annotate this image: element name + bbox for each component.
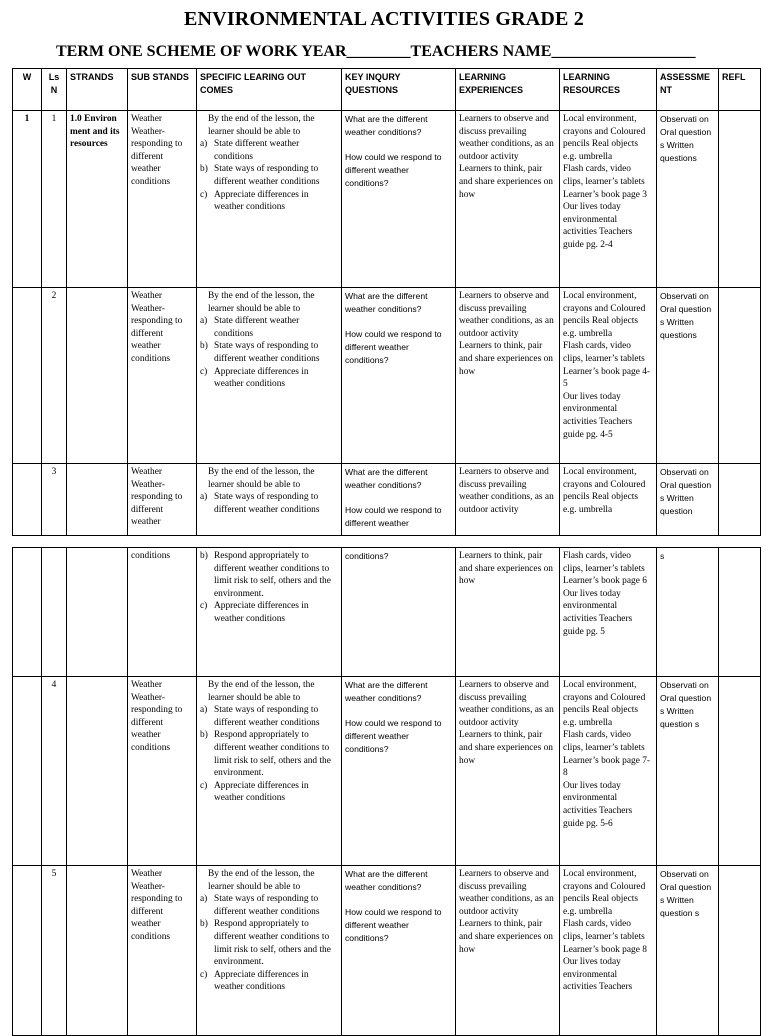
outcomes-cell: By the end of the lesson, the learner should be able to a) State ways of responding to different weather conditions b) Respond appropriately to different weather conditions to limit risk to self, others and the environment. c) Appreciate differences in weather conditions <box>197 866 342 1036</box>
experiences-cell: Learners to observe and discuss prevailing weather conditions, as an outdoor activity Learners to think, pair and share experiences on how <box>456 866 560 1036</box>
experiences-cell: Learners to observe and discuss prevailing weather conditions, as an outdoor activity Learners to think, pair and share experiences on how <box>456 677 560 866</box>
assessment-cell: Observati on Oral question s Written question s <box>657 866 719 1036</box>
outcomes-cell: By the end of the lesson, the learner should be able to a) State ways of responding to different weather conditions <box>197 464 342 536</box>
experiences-cell: Learners to observe and discuss prevailing weather conditions, as an outdoor activity <box>456 464 560 536</box>
outcome-item: a) State different weather conditions <box>200 139 300 162</box>
table-header-row <box>13 69 761 111</box>
sub-strand-title: Weather <box>131 114 162 124</box>
header-sub-strands: SUB STANDS <box>128 69 197 111</box>
outcome-item: a) State ways of responding to different weather conditions <box>200 894 320 917</box>
table-row-continued <box>13 548 761 677</box>
outcomes-cell: By the end of the lesson, the learner should be able to a) State different weather conditions b) State ways of responding to different weather conditions c) Appreciate differences in weather conditions <box>197 288 342 464</box>
table-row <box>13 288 761 464</box>
resources-cell: Local environment, crayons and Coloured pencils Real objects e.g. umbrella Flash cards, video clips, learner’s tablets Learner’s book page 3 Our lives today environmental activities Teachers guide pg. 2-4 <box>560 111 657 288</box>
strand-cell <box>67 288 128 464</box>
scheme-table-part-2 <box>12 547 761 1036</box>
outcome-item: c) Appreciate differences in weather conditions <box>200 969 309 993</box>
inquiry-question: How could we respond to different weather conditions? <box>345 151 442 188</box>
reflection-cell <box>719 288 761 464</box>
header-experiences: LEARNING EXPERIENCES <box>456 69 560 111</box>
lesson-cell: 5 <box>42 866 67 1036</box>
table-row <box>13 866 761 1036</box>
inquiry-cell: What are the different weather conditions? How could we respond to different weather conditions? <box>342 866 456 1036</box>
inquiry-cell: What are the different weather conditions? How could we respond to different weather conditions? <box>342 288 456 464</box>
sub-strand-cell: Weather Weather- responding to different weather conditions <box>128 288 197 464</box>
resources-cell: Flash cards, video clips, learner’s tablets Learner’s book page 6 Our lives today environmental activities Teachers guide pg. 5 <box>560 548 657 677</box>
week-cell <box>13 464 42 536</box>
inquiry-cell: What are the different weather conditions? How could we respond to different weather conditions? <box>342 677 456 866</box>
header-resources: LEARNING RESOURCES <box>560 69 657 111</box>
reflection-cell <box>719 866 761 1036</box>
sub-strand-cell: conditions <box>128 548 197 677</box>
sub-strand-cell: Weather Weather- responding to different weather conditions <box>128 677 197 866</box>
table-row <box>13 677 761 866</box>
outcomes-cell <box>197 548 342 677</box>
resources-cell: Local environment, crayons and Coloured pencils Real objects e.g. umbrella Flash cards, video clips, learner’s tablets Learner’s book page 7-8 Our lives today environmental activities Teachers guide pg. 5-6 <box>560 677 657 866</box>
header-outcomes: SPECIFIC LEARING OUT COMES <box>197 69 342 111</box>
week-cell <box>13 866 42 1036</box>
experience-text: Learners to think, pair and share experiences on how <box>459 164 553 200</box>
lesson-cell: 1 <box>42 111 67 288</box>
strand-cell <box>67 677 128 866</box>
outcome-item: c) Appreciate differences in weather conditions <box>200 601 309 624</box>
experiences-cell <box>456 111 560 288</box>
header-strands: STRANDS <box>67 69 128 111</box>
assessment-cell: Observati on Oral question s Written question <box>657 464 719 536</box>
outcomes-intro: By the end of the lesson, the learner should be able to <box>208 114 315 137</box>
sub-strand-cell: Weather Weather- responding to different weather conditions <box>128 866 197 1036</box>
resources-cell: Local environment, crayons and Coloured pencils Real objects e.g. umbrella Flash cards, video clips, learner’s tablets Learner’s book page 8 Our lives today environmental activities Teachers <box>560 866 657 1036</box>
week-cell <box>13 677 42 866</box>
page-title: ENVIRONMENTAL ACTIVITIES GRADE 2 <box>184 8 584 30</box>
strand-cell: 1.0 Environ ment and its resources <box>67 111 128 288</box>
header-lesson: Ls N <box>42 69 67 111</box>
outcome-item: b) State ways of responding to different weather conditions <box>200 164 320 187</box>
reflection-cell <box>719 677 761 866</box>
strand-cell <box>67 866 128 1036</box>
assessment-cell: Observati on Oral question s Written questions <box>657 111 719 288</box>
outcome-item: a) State ways of responding to different weather conditions <box>200 492 320 515</box>
outcome-item: c) Appreciate differences in weather conditions <box>200 780 309 804</box>
assessment-cell: s <box>657 548 719 677</box>
sub-strand-cell: Weather Weather- responding to different weather <box>128 464 197 536</box>
assessment-cell: Observati on Oral question s Written questions <box>657 288 719 464</box>
outcomes-cell <box>197 111 342 288</box>
outcome-item: b) Respond appropriately to different weather conditions to limit risk to self, others and the environment. <box>200 551 331 599</box>
lesson-cell: 4 <box>42 677 67 866</box>
page-subtitle: TERM ONE SCHEME OF WORK YEAR________TEACHERS NAME__________________ <box>56 43 696 60</box>
outcome-item: b) Respond appropriately to different weather conditions to limit risk to self, others and the environment. <box>200 730 331 779</box>
resources-cell: Local environment, crayons and Coloured pencils Real objects e.g. umbrella <box>560 464 657 536</box>
reflection-cell <box>719 464 761 536</box>
table-row <box>13 464 761 536</box>
outcome-item: a) State different weather conditions <box>200 316 300 339</box>
reflection-cell <box>719 111 761 288</box>
header-week: W <box>13 69 42 111</box>
strand-cell <box>67 464 128 536</box>
experiences-cell: Learners to think, pair and share experiences on how <box>456 548 560 677</box>
outcome-item: c) Appreciate differences in weather conditions <box>200 189 309 213</box>
sub-strand-text: Weather- responding to different weather conditions <box>131 126 183 187</box>
sub-strand-cell <box>128 111 197 288</box>
outcome-item: c) Appreciate differences in weather conditions <box>200 366 309 390</box>
week-cell <box>13 288 42 464</box>
resources-cell: Local environment, crayons and Coloured pencils Real objects e.g. umbrella Flash cards, video clips, learner’s tablets Learner’s book page 4-5 Our lives today environmental activities Teachers guide pg. 4-5 <box>560 288 657 464</box>
inquiry-cell: conditions? <box>342 548 456 677</box>
lesson-cell: 3 <box>42 464 67 536</box>
scheme-table-part-1 <box>12 68 761 536</box>
inquiry-cell <box>342 111 456 288</box>
inquiry-cell: What are the different weather conditions? How could we respond to different weather <box>342 464 456 536</box>
lesson-cell: 2 <box>42 288 67 464</box>
outcome-item: b) State ways of responding to different weather conditions <box>200 341 320 364</box>
outcome-item: b) Respond appropriately to different weather conditions to limit risk to self, others and the environment. <box>200 919 331 968</box>
table-row <box>13 111 761 288</box>
experience-text: Learners to observe and discuss prevailing weather conditions, as an outdoor activity <box>459 114 554 162</box>
header-assessment: ASSESSME NT <box>657 69 719 111</box>
inquiry-question: What are the different weather conditions? <box>345 114 428 137</box>
outcome-item: a) State ways of responding to different weather conditions <box>200 705 320 728</box>
header-reflection: REFL <box>719 69 761 111</box>
assessment-cell: Observati on Oral question s Written question s <box>657 677 719 866</box>
week-cell: 1 <box>13 111 42 288</box>
experiences-cell: Learners to observe and discuss prevailing weather conditions, as an outdoor activity Learners to think, pair and share experiences on how <box>456 288 560 464</box>
reflection-cell <box>719 548 761 677</box>
outcomes-cell: By the end of the lesson, the learner should be able to a) State ways of responding to different weather conditions b) Respond appropriately to different weather conditions to limit risk to self, others and the environment. c) Appreciate differences in weather conditions <box>197 677 342 866</box>
header-inquiry-questions: KEY INQURY QUESTIONS <box>342 69 456 111</box>
